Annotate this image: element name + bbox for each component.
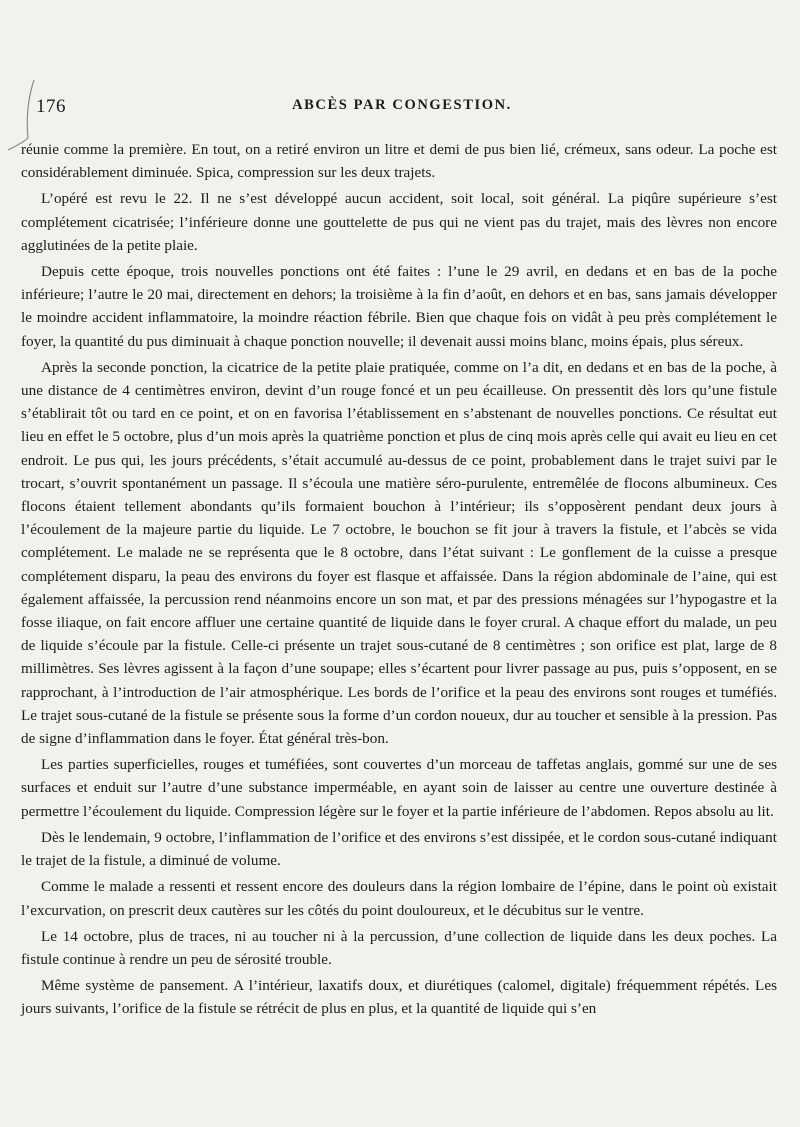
paragraph: Dès le lendemain, 9 octobre, l’inflammation de l’orifice et des environs s’est dissipée, et le cordon sous-cutané indiquant le trajet de la fistule, a diminué de volume.	[21, 828, 777, 870]
paragraph: Même système de pansement. A l’intérieur, laxatifs doux, et diurétiques (calomel, digitale) fréquemment répétés. Les jours suivants, l’orifice de la fistule se rétrécit de plus en plus, et la quantité de liquide qui s’en	[21, 977, 777, 1018]
paragraph: L’opéré est revu le 22. Il ne s’est développé aucun accident, soit local, soit général. La piqûre supérieure s’est complétement cicatrisée; l’inférieure donne une gouttelette de pus qui ne vient pas du trajet, mais des lèvres non encore agglutinées de la petite plaie.	[21, 190, 777, 254]
paragraph: Depuis cette époque, trois nouvelles ponctions ont été faites : l’une le 29 avril, en dedans et en bas de la poche inférieure; l’autre le 20 mai, directement en dehors; la troisième à la fin d’août, en dehors et en bas, sans jamais développer le moindre accident inflammatoire, la moindre réaction fébrile. Bien que chaque fois on vidât à peu près complétement le foyer, la quantité du pus diminuait à chaque ponction nouvelle; il devenait aussi moins blanc, moins épais, plus séreux.	[21, 263, 777, 350]
page-header	[36, 96, 768, 122]
page-number: 176	[36, 96, 66, 117]
paragraph: Après la seconde ponction, la cicatrice de la petite plaie pratiquée, comme on l’a dit, en dedans et en bas de la poche, à une distance de 4 centimètres environ, devint d’un rouge foncé et un peu écailleuse. On pressentit dès lors qu’une fistule s’établirait tôt ou tard en ce point, et on en favorisa l’établissement en s’abstenant de nouvelles ponctions. Ce résultat eut lieu en effet le 5 octobre, plus d’un mois après la quatrième ponction et plus de cinq mois après celle qui avait eu lieu en cet endroit. Le pus qui, les jours précédents, s’était accumulé au-dessus de ce point, probablement dans le trajet suivi par le trocart, s’ouvrit spontanément un passage. Il s’écoula une matière séro-purulente, entremêlée de flocons albumineux. Ces flocons étaient tellement abondants qu’ils formaient bouchon à l’intérieur; ils s’opposèrent pendant deux jours à l’écoulement de la majeure partie du liquide. Le 7 octobre, le bouchon se fit jour à travers la fistule, et l’abcès se vida complétement. Le malade ne se représenta que le 8 octobre, dans l’état suivant : Le gonflement de la cuisse a presque complétement disparu, la peau des environs du foyer est flasque et affaissée. Dans la région abdominale de l’aine, qui est également affaissée, la percussion rend néanmoins encore un son mat, et par des pressions ménagées sur l’hypogastre et la fosse iliaque, on fait encore affluer une certaine quantité de liquide dans le foyer crural. A chaque effort du malade, un peu de liquide s’écoule par la fistule. Celle-ci présente un trajet sous-cutané de 8 centimètres ; son orifice est plat, large de 8 millimètres. Ses lèvres agissent à la façon d’une soupape; elles s’écartent pour livrer passage au pus, puis s’opposent, en se rapprochant, à l’introduction de l’air atmosphérique. Les bords de l’orifice et la peau des environs sont rouges et tuméfiés. Le trajet sous-cutané de la fistule se présente sous la forme d’un cordon noueux, dur au toucher et sensible à la pression. Pas de signe d’inflammation dans le foyer. État général très-bon.	[21, 358, 777, 748]
paragraph: Le 14 octobre, plus de traces, ni au toucher ni à la percussion, d’une collection de liquide dans les deux poches. La fistule continue à rendre un peu de sérosité trouble.	[21, 927, 777, 968]
paragraph: réunie comme la première. En tout, on a retiré environ un litre et demi de pus bien lié, crémeux, sans odeur. La poche est considérablement diminuée. Spica, compression sur les deux trajets.	[21, 141, 777, 182]
body-text	[21, 138, 777, 1024]
paragraph: Comme le malade a ressenti et ressent encore des douleurs dans la région lombaire de l’épine, dans le point où existait l’excurvation, on prescrit deux cautères sur les côtés du point douloureux, et le décubitus sur le ventre.	[21, 878, 777, 919]
paragraph: Les parties superficielles, rouges et tuméfiées, sont couvertes d’un morceau de taffetas anglais, gommé sur une de ses surfaces et enduit sur l’autre d’une substance imperméable, en ayant soin de laisser au centre une ouverture destinée à permettre l’écoulement du liquide. Compression légère sur le foyer et la partie inférieure de l’abdomen. Repos absolu au lit.	[21, 756, 777, 820]
running-title: ABCÈS PAR CONGESTION.	[292, 97, 512, 113]
